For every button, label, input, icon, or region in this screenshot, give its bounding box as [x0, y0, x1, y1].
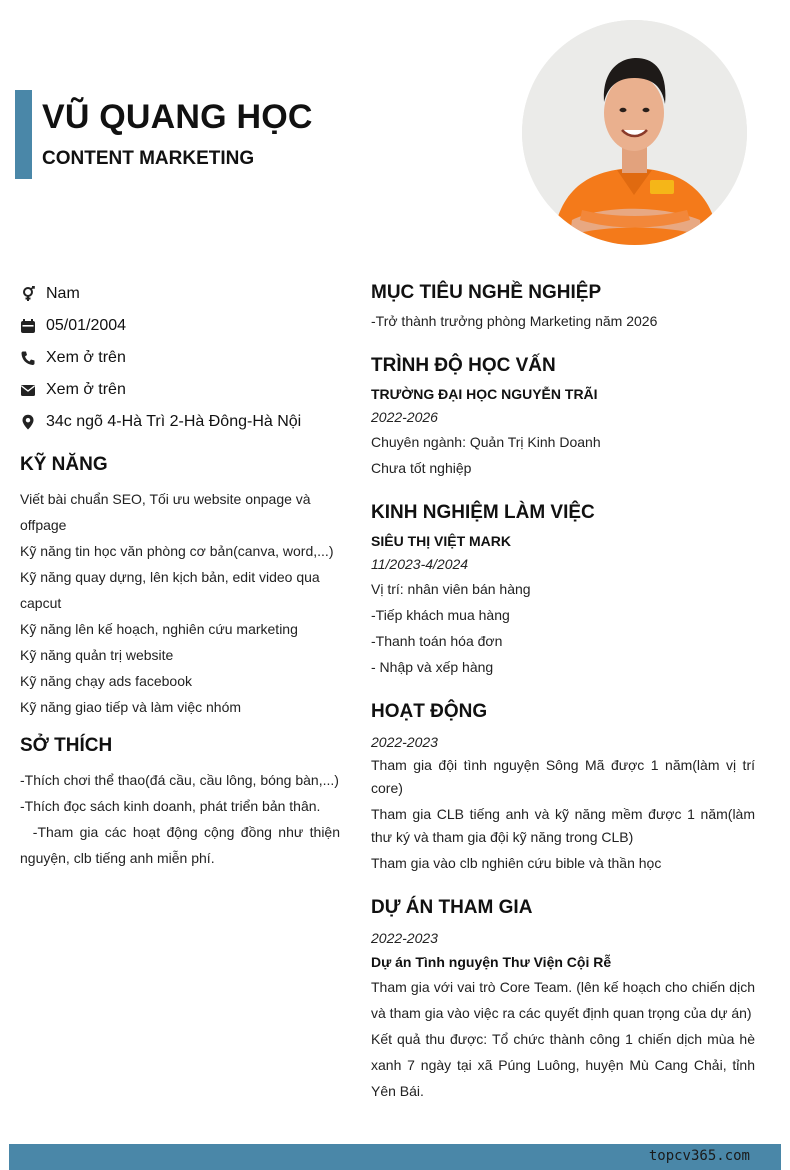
skill-item: Kỹ năng tin học văn phòng cơ bản(canva, word,...) — [20, 543, 334, 559]
activities-title: HOẠT ĐỘNG — [371, 701, 488, 722]
education-section — [371, 355, 755, 481]
activity-item: Tham gia CLB tiếng anh và kỹ năng mềm được 1 năm(làm thư ký và tham gia đội kỹ năng trong CLB) — [371, 806, 755, 845]
projects-title: DỰ ÁN THAM GIA — [371, 897, 533, 918]
projects-period: 2022-2023 — [371, 930, 438, 946]
experience-line: -Tiếp khách mua hàng — [371, 607, 510, 623]
activity-item: Tham gia đội tình nguyện Sông Mã được 1 năm(làm vị trí core) — [371, 757, 755, 796]
education-title: TRÌNH ĐỘ HỌC VẤN — [371, 355, 556, 376]
skill-item: Viết bài chuẩn SEO, Tối ưu website onpage và offpage — [20, 491, 311, 533]
candidate-name: VŨ QUANG HỌC — [42, 98, 313, 136]
projects-section — [371, 897, 755, 1104]
phone-icon — [20, 350, 36, 366]
hobby-item: -Thích chơi thể thao(đá cầu, cầu lông, bóng bàn,...) — [20, 772, 339, 788]
activity-item: Tham gia vào clb nghiên cứu bible và thần học — [371, 855, 662, 871]
skill-item: Kỹ năng giao tiếp và làm việc nhóm — [20, 699, 242, 715]
experience-line: Vị trí: nhân viên bán hàng — [371, 581, 531, 597]
contact-email — [20, 374, 350, 406]
contact-gender — [20, 278, 350, 310]
job-title: CONTENT MARKETING — [42, 148, 255, 169]
objective-section — [371, 282, 755, 334]
email-icon — [20, 382, 36, 398]
skill-item: Kỹ năng quay dựng, lên kịch bản, edit video qua capcut — [20, 569, 320, 611]
project-name: Dự án Tình nguyện Thư Viện Cội Rễ — [371, 954, 612, 970]
skill-item: Kỹ năng chạy ads facebook — [20, 673, 193, 689]
footer-watermark: topcv365.com — [648, 1148, 750, 1164]
education-line: Chuyên ngành: Quản Trị Kinh Doanh — [371, 434, 601, 450]
project-line: Tham gia với vai trò Core Team. (lên kế hoạch cho chiến dịch và tham gia vào việc ra các quyết định quan trọng của dự án) — [371, 979, 755, 1021]
gender-icon — [20, 286, 36, 302]
footer-bar — [9, 1144, 781, 1170]
hobbies-section — [20, 735, 344, 871]
hobbies-title: SỞ THÍCH — [20, 735, 113, 756]
skills-section — [20, 454, 340, 720]
objective-title: MỤC TIÊU NGHỀ NGHIỆP — [371, 282, 602, 303]
education-line: Chưa tốt nghiệp — [371, 460, 472, 476]
skill-item: Kỹ năng quản trị website — [20, 647, 174, 663]
education-period: 2022-2026 — [371, 409, 438, 425]
contact-address-text: 34c ngõ 4-Hà Trì 2-Hà Đông-Hà Nội — [46, 413, 302, 430]
contact-list — [20, 278, 350, 438]
contact-phone — [20, 342, 350, 374]
activities-period: 2022-2023 — [371, 734, 438, 750]
project-line: Kết quả thu được: Tổ chức thành công 1 chiến dịch mùa hè xanh 7 ngày tại xã Púng Luông, huyện Mù Cang Chải, tỉnh Yên Bái. — [371, 1031, 755, 1099]
accent-bar — [15, 90, 32, 179]
contact-phone-text: Xem ở trên — [46, 349, 126, 366]
activities-section — [371, 701, 755, 876]
contact-gender-text: Nam — [46, 285, 80, 302]
skill-item: Kỹ năng lên kế hoạch, nghiên cứu marketing — [20, 621, 298, 637]
hobby-item: -Thích đọc sách kinh doanh, phát triển bản thân. — [20, 798, 321, 814]
experience-line: - Nhập và xếp hàng — [371, 659, 494, 675]
contact-birthday-text: 05/01/2004 — [46, 317, 127, 334]
experience-period: 11/2023-4/2024 — [371, 556, 469, 572]
school-name: TRƯỜNG ĐẠI HỌC NGUYỄN TRÃI — [371, 386, 598, 402]
contact-birthday — [20, 310, 350, 342]
experience-line: -Thanh toán hóa đơn — [371, 633, 503, 649]
contact-address — [20, 406, 350, 438]
hobby-item: -Tham gia các hoạt động cộng đồng như thiện nguyện, clb tiếng anh miễn phí. — [20, 824, 344, 866]
contact-email-text: Xem ở trên — [46, 381, 126, 398]
skills-title: KỸ NĂNG — [20, 454, 108, 475]
experience-title: KINH NGHIỆM LÀM VIỆC — [371, 502, 595, 523]
objective-text: -Trở thành trưởng phòng Marketing năm 2026 — [371, 313, 658, 329]
location-icon — [20, 414, 36, 430]
avatar — [522, 20, 747, 245]
experience-section — [371, 502, 755, 680]
company-name: SIÊU THỊ VIỆT MARK — [371, 533, 512, 549]
calendar-icon — [20, 318, 36, 334]
